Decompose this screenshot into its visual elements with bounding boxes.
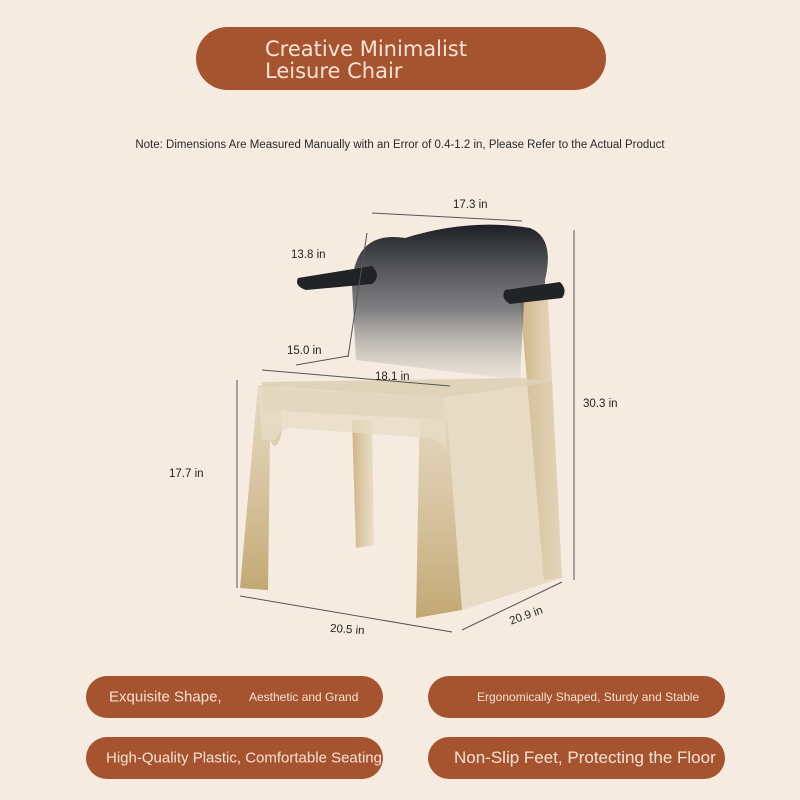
feature-ergonomic (428, 676, 725, 718)
dim-backrest-width: 17.3 in (453, 199, 488, 211)
chair-front-frame (240, 382, 562, 618)
dim-total-height: 30.3 in (583, 398, 618, 410)
feature-non-slip (428, 737, 725, 779)
dim-base-depth: 20.9 in (507, 604, 545, 628)
feature-exquisite-shape-sub: Aesthetic and Grand (249, 690, 359, 704)
feature-exquisite-shape (86, 676, 383, 718)
dim-seat-depth: 15.0 in (287, 345, 322, 357)
feature-plastic (86, 737, 383, 779)
dim-seat-width: 18.1 in (375, 371, 410, 383)
feature-ergonomic-label: Ergonomically Shaped, Sturdy and Stable (477, 690, 700, 704)
dim-seat-height: 17.7 in (169, 468, 204, 480)
feature-non-slip-label: Non-Slip Feet, Protecting the Floor (454, 748, 716, 767)
title-line-1: Creative Minimalist (265, 37, 467, 61)
dimension-note: Note: Dimensions Are Measured Manually with an Error of 0.4-1.2 in, Please Refer to the Actual Product (135, 139, 665, 151)
feature-plastic-label: High-Quality Plastic, Comfortable Seating (106, 749, 382, 767)
feature-exquisite-shape-main: Exquisite Shape, (109, 688, 222, 706)
dim-base-width: 20.5 in (329, 622, 365, 638)
dim-backrest-height: 13.8 in (291, 249, 326, 261)
title-line-2: Leisure Chair (265, 59, 403, 83)
